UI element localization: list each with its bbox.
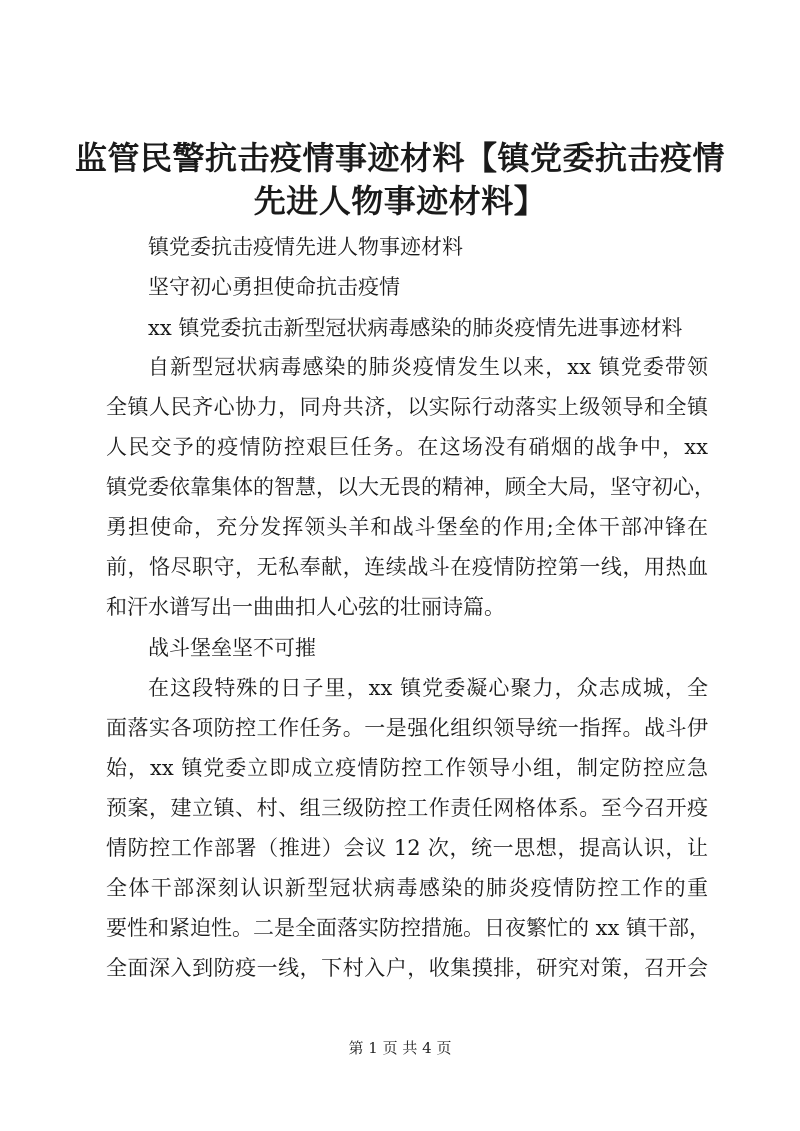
paragraph-2-line: 在这段特殊的日子里，xx 镇党委凝心聚力，众志成城，全	[148, 676, 708, 700]
subheading-2: 坚守初心勇担使命抗击疫情	[148, 275, 400, 299]
paragraph-2-line: 预案，建立镇、村、组三级防控工作责任网格体系。至今召开疫	[106, 796, 708, 820]
subheading-4: 战斗堡垒坚不可摧	[148, 636, 316, 660]
paragraph-2-line: 情防控工作部署（推进）会议 12 次，统一思想，提高认识，让	[106, 836, 708, 860]
paragraph-2-line: 始，xx 镇党委立即成立疫情防控工作领导小组，制定防控应急	[106, 756, 708, 780]
subheading-3: xx 镇党委抗击新型冠状病毒感染的肺炎疫情先进事迹材料	[148, 316, 683, 340]
paragraph-2-line: 全面深入到防疫一线，下村入户，收集摸排，研究对策，召开会	[106, 956, 708, 980]
paragraph-2-line: 面落实各项防控工作任务。一是强化组织领导统一指挥。战斗伊	[106, 716, 708, 740]
page-number-footer: 第 1 页 共 4 页	[348, 1039, 452, 1057]
paragraph-1-line: 和汗水谱写出一曲曲扣人心弦的壮丽诗篇。	[106, 595, 505, 619]
document-title-line-2: 先进人物事迹材料】	[253, 182, 547, 220]
paragraph-2-line: 要性和紧迫性。二是全面落实防控措施。日夜繁忙的 xx 镇干部，	[106, 916, 711, 940]
paragraph-1-line: 自新型冠状病毒感染的肺炎疫情发生以来，xx 镇党委带领	[148, 355, 708, 379]
document-title-line-1: 监管民警抗击疫情事迹材料【镇党委抗击疫情	[74, 139, 725, 177]
paragraph-1-line: 勇担使命，充分发挥领头羊和战斗堡垒的作用;全体干部冲锋在	[106, 515, 708, 539]
paragraph-2-line: 全体干部深刻认识新型冠状病毒感染的肺炎疫情防控工作的重	[106, 876, 708, 900]
subheading-1: 镇党委抗击疫情先进人物事迹材料	[148, 235, 463, 259]
paragraph-1-line: 镇党委依靠集体的智慧，以大无畏的精神，顾全大局，坚守初心，	[106, 475, 715, 499]
paragraph-1-line: 前，恪尽职守，无私奉献，连续战斗在疫情防控第一线，用热血	[106, 555, 708, 579]
paragraph-1-line: 全镇人民齐心协力，同舟共济，以实际行动落实上级领导和全镇	[106, 395, 708, 419]
paragraph-1-line: 人民交予的疫情防控艰巨任务。在这场没有硝烟的战争中，xx	[106, 435, 708, 459]
